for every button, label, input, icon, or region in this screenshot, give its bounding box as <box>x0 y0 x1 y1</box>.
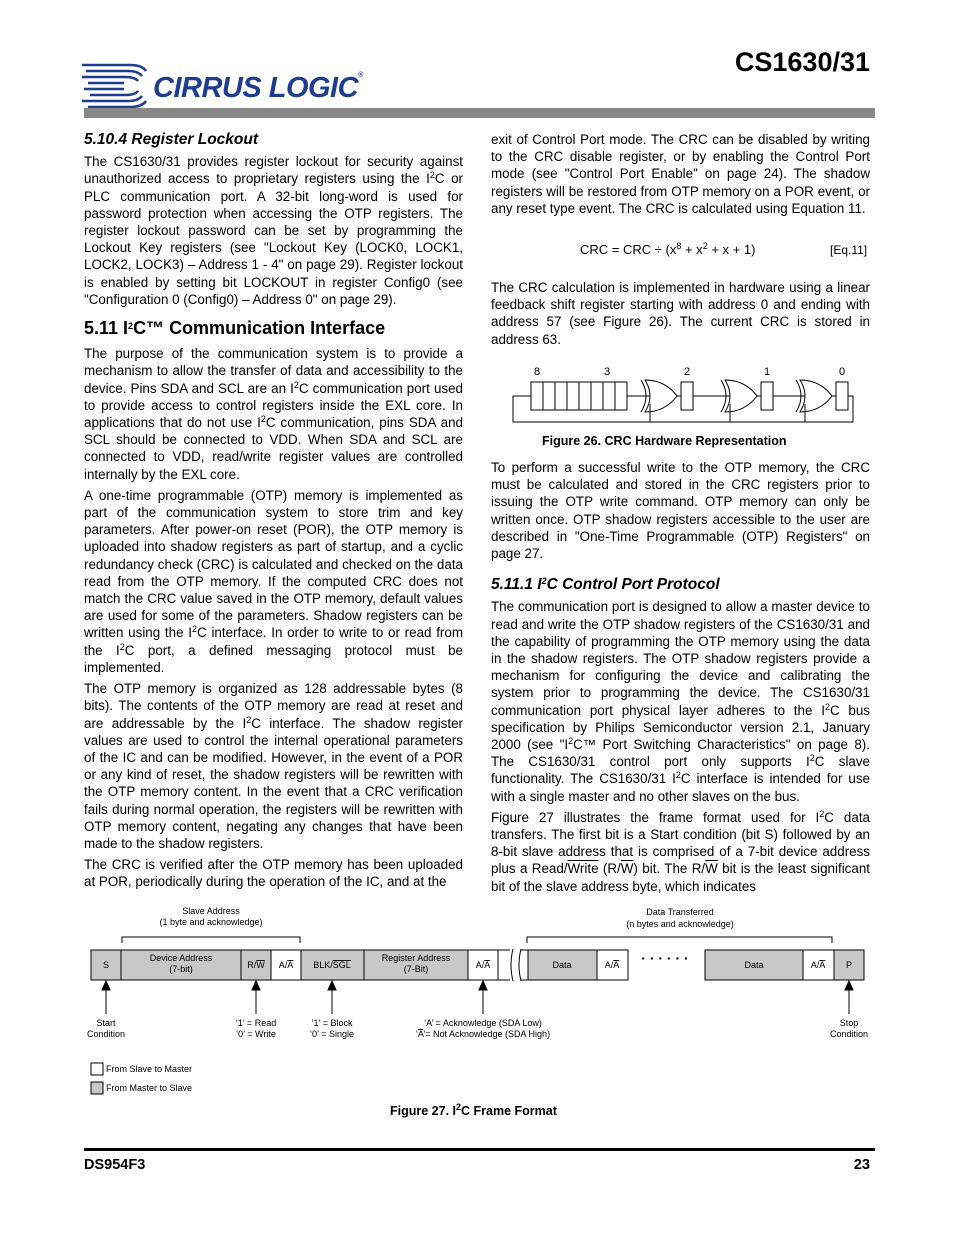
heading-communication-interface: 5.11 $I^2C™$ Communication Interface <box>84 318 386 339</box>
start-note: Start <box>96 1018 116 1028</box>
ack-text: A/A <box>604 960 620 970</box>
document-id: DS954F3 <box>84 1157 146 1173</box>
rw-note: ‘1’ = Read <box>235 1018 277 1028</box>
start-bit-text: S <box>102 960 110 970</box>
data-transferred-sublabel: (n bytes and acknowledge) <box>626 919 734 929</box>
data-text: Data <box>744 960 764 970</box>
figure-27-caption: Figure 27. $I^2C$ Frame Format <box>390 1102 557 1118</box>
ack-text: A/A <box>475 960 491 970</box>
page-number: 23 <box>853 1157 870 1173</box>
heading-control-port-protocol: 5.11.1 $I^2C$ Control Port Protocol <box>491 576 720 594</box>
break-mark <box>511 949 513 981</box>
bit-label-2: 2 <box>683 366 691 378</box>
register-address-text: Register Address <box>381 953 451 963</box>
paragraph-control-port: The communication port is designed to allow a master device to read and write the OTP shadow registers of the CS1630/31 and the capability of programming the OTP memory using the data in the shadow registers. The OTP shadow registers provide a mechanism for configuring the device and calibrating the system prior to programming the device. The CS1630/31 communication port physical layer adheres to the $I^2C$ bus specification by Philips Semiconductor version 2.1, January 2000 (see "$I^2C™$ Port Switching Characteristics" on page 8). The CS1630/31 control port only supports $I^2C$ slave functionality. The CS1630/31 $I^2C$ interface is intended for use with a single master and no other slaves on the bus. <box>491 599 871 804</box>
legend-swatch-master <box>91 1082 103 1094</box>
brand-name: CIRRUS LOGIC® <box>153 72 363 104</box>
paragraph-lfsr: The CRC calculation is implemented in hardware using a linear feedback shift register starting with address 0 and ending with address 57 (see Figure 26). The current CRC is stored in address 63. <box>491 280 870 347</box>
paragraph-lockout: The CS1630/31 provides register lockout for security against unauthorized access to proprietary registers using the $I^2C$ or PLC communication port. A 32-bit long-word is used for password protection when accessing the OTP registers. The register lockout password can be set by programming the Lockout Key registers (see "Lockout Key (LOCK0, LOCK1, LOCK2, LOCK3) – Address 1 - 4" on page 29). Register lockout is enabled by setting bit LOCKOUT in register Config0 (see "Configuration 0 (Config0) – Address 0" on page 29). <box>84 154 463 307</box>
paragraph-crc-verify: The CRC is verified after the OTP memory has been uploaded at POR, periodically during the operation of the IC, and at the <box>84 857 463 890</box>
blk-sgl-text: BLK/SGL <box>313 960 351 970</box>
legend-slave-label: From Slave to Master <box>106 1064 193 1074</box>
slave-address-sublabel: (1 byte and acknowledge) <box>159 917 263 927</box>
paragraph-otp-write: To perform a successful write to the OTP memory, the CRC must be calculated and stored in the CRC registers prior to issuing the OTP write command. OTP memory can only be written once. OTP shadow registers accessible to the user are described in "One-Time Programmable (OTP) Registers" on page 27. <box>491 460 870 562</box>
bit-label-1: 1 <box>763 366 771 378</box>
ack-text: A/A <box>810 960 826 970</box>
footer-rule <box>84 1148 875 1151</box>
data-transferred-label: Data Transferred <box>646 907 714 917</box>
bit-label-0: 0 <box>838 366 846 378</box>
register-address-subtext: (7-Bit) <box>403 964 429 974</box>
slave-address-bracket <box>122 937 300 943</box>
arrow-up-icon <box>479 981 487 990</box>
stop-note-2: Condition <box>829 1029 869 1039</box>
document-title: CS1630/31 <box>734 47 870 77</box>
start-note-2: Condition <box>86 1029 126 1039</box>
heading-register-lockout: 5.10.4 Register Lockout <box>84 131 259 148</box>
data-transferred-bracket <box>527 937 832 943</box>
paragraph-otp: A one-time programmable (OTP) memory is implemented as part of the communication system to store trim and key parameters. After power-on reset (POR), the OTP memory is uploaded into shadow registers as part of startup, and a cyclic redundancy check (CRC) is calculated and checked on the data read from the OTP memory. If the computed CRC does not match the CRC value saved in the OTP memory, default values are used for some of the parameters. Shadow registers can be written using the $I^2C$ interface. In order to write to or read from the $I^2C$ port, a defined messaging protocol must be implemented. <box>84 487 463 675</box>
arrow-up-icon <box>328 981 336 990</box>
bit-label-3: 3 <box>603 366 611 378</box>
device-address-text: Device Address <box>149 953 213 963</box>
rw-note-2: ‘0’ = Write <box>236 1029 276 1039</box>
nack-note: ‘A’= Not Acknowledge (SDA High) <box>415 1029 551 1039</box>
paragraph-frame-format: Figure 27 illustrates the frame format used for $I^2C$ data transfers. The first bit is a Start condition (bit S) followed by an 8-bit slave address that is comprised of a 7-bit device address plus a Read/Write $(R/\overline{W})$ bit. The $R/\overline{W}$ bit is the least significant bit of the slave address byte, which indicates <box>491 808 870 894</box>
blk-note: ‘1’ = Block <box>311 1018 353 1028</box>
stop-note: Stop <box>839 1018 859 1028</box>
ack-text: A/A <box>278 960 294 970</box>
device-address-subtext: (7-bit) <box>169 964 193 974</box>
bit-label-8: 8 <box>533 366 541 378</box>
figure-26-caption: Figure 26. CRC Hardware Representation <box>542 434 787 448</box>
arrow-up-icon <box>252 981 260 990</box>
blk-note-2: ‘0’ = Single <box>310 1029 354 1039</box>
paragraph-crc-exit: exit of Control Port mode. The CRC can be disabled by writing to the CRC disable register, or by enabling the Control Port mode (see "Control Port Enable" on page 24). The shadow registers will be restored from OTP memory on a POR event, or any reset type event. The CRC is calculated using Equation 11. <box>491 132 870 216</box>
data-text: Data <box>552 960 572 970</box>
arrow-up-icon <box>845 981 853 990</box>
legend-swatch-slave <box>91 1063 103 1075</box>
paragraph-communication: The purpose of the communication system is to provide a mechanism to allow the transfer of data and accessibility to the device. Pins SDA and SCL are an $I^2C$ communication port used to provide access to control registers inside the EXL core. In applications that do not use $I^2C$ communication, pins SDA and SCL should be connected to VDD. When SDA and SCL are connected to VDD, read/write register values are controlled internally by the EXL core. <box>84 346 463 482</box>
paragraph-otp-organization: The OTP memory is organized as 128 addressable bytes (8 bits). The contents of the OTP memory are read at reset and are addressable by the $I^2C$ interface. The shadow register values are used to control the internal operational parameters of the IC and can be modified. However, in the event of a POR or any kind of reset, the shadow registers will be rewritten with the OTP memory content. In the event that a CRC verification fails during normal operation, the registers will be rewritten with OTP memory content, negating any changes that have been made to the shadow registers. <box>84 681 463 851</box>
stop-bit-text: P <box>845 960 853 970</box>
legend-master-label: From Master to Slave <box>106 1083 193 1093</box>
ack-note: ‘A’ = Acknowledge (SDA Low) <box>424 1018 542 1028</box>
break-mark <box>519 949 521 981</box>
equation-number: [Eq.11] <box>830 243 868 257</box>
ellipsis: · · · · · · <box>641 950 689 966</box>
slave-address-label: Slave Address <box>182 906 240 916</box>
arrow-up-icon <box>102 981 110 990</box>
equation-crc: CRC = CRC ÷ $(x^8 + x^2 + x + 1)$ <box>580 241 756 257</box>
rw-text: R/W <box>247 960 265 970</box>
